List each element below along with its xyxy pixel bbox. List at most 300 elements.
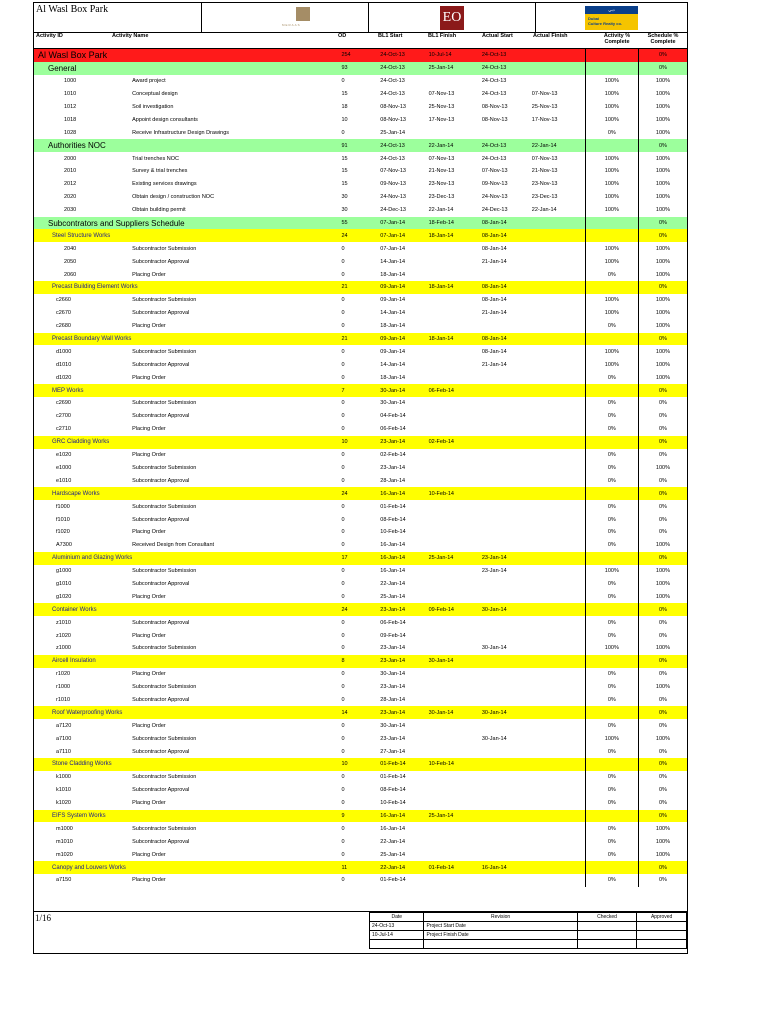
actual-start-cell — [480, 371, 530, 384]
activity-pct-cell — [585, 810, 638, 823]
activity-pct-cell — [585, 552, 638, 565]
activity-name-cell: Placing Order — [132, 851, 166, 858]
schedule-pct-cell: 0% — [638, 526, 687, 539]
activity-pct-cell: 100% — [585, 204, 638, 217]
bl1-start-cell: 30-Jan-14 — [378, 384, 426, 397]
actual-finish-cell — [530, 552, 585, 565]
page-number: 1/16 — [35, 913, 52, 923]
original-duration-cell: 0 — [341, 632, 345, 639]
activity-pct-cell — [585, 217, 638, 230]
actual-start-cell — [480, 487, 530, 500]
schedule-pct-cell: 100% — [638, 578, 687, 591]
bl1-finish-cell: 17-Nov-13 — [428, 116, 455, 123]
actual-finish-cell — [530, 706, 585, 719]
activity-row — [34, 681, 687, 694]
bl1-finish-cell: 22-Jan-14 — [428, 207, 454, 214]
bl1-finish-cell — [427, 358, 480, 371]
actual-finish-cell — [530, 217, 585, 230]
original-duration-cell: 0 — [341, 452, 345, 459]
footer-revision-header: Revision — [424, 913, 577, 922]
activity-pct-cell: 0% — [585, 668, 638, 681]
bl1-start-cell: 16-Jan-14 — [378, 810, 426, 823]
actual-finish-cell — [530, 371, 585, 384]
actual-finish-cell: 17-Nov-13 — [531, 116, 558, 123]
bl1-finish-cell — [427, 848, 480, 861]
actual-start-cell: 24-Oct-13 — [480, 62, 530, 75]
bl1-finish-cell — [427, 732, 480, 745]
activity-name-cell: Subcontractor Submission — [132, 645, 197, 652]
activity-id-cell: d1010 — [56, 361, 72, 368]
bl1-start-cell: 16-Jan-14 — [380, 542, 406, 549]
bl1-start-cell: 24-Dec-13 — [380, 207, 406, 214]
col-schedule-pct: Schedule % Complete — [647, 33, 679, 45]
activity-id-cell: 2060 — [64, 271, 77, 278]
activity-id-cell: r1010 — [56, 696, 71, 703]
schedule-pct-cell: 0% — [638, 552, 687, 565]
work-package-row — [34, 229, 687, 242]
footer-approved — [637, 931, 687, 940]
actual-finish-cell — [530, 719, 585, 732]
activity-pct-cell: 0% — [585, 719, 638, 732]
group-name-cell: Al Wasl Box Park — [34, 49, 339, 62]
actual-start-cell: 23-Jan-14 — [480, 552, 530, 565]
activity-pct-cell: 100% — [585, 565, 638, 578]
bl1-finish-cell: 25-Jan-14 — [427, 810, 480, 823]
actual-start-cell: 08-Nov-13 — [481, 116, 508, 123]
actual-finish-cell — [530, 229, 585, 242]
actual-finish-cell: 23-Dec-13 — [531, 194, 558, 201]
bl1-start-cell: 24-Oct-13 — [380, 78, 405, 85]
bl1-start-cell: 25-Jan-14 — [380, 129, 406, 136]
activity-name-cell: Subcontractor Approval — [132, 361, 190, 368]
bl1-start-cell: 23-Jan-14 — [380, 464, 406, 471]
project-row — [34, 49, 687, 62]
activity-id-cell: g1000 — [56, 568, 72, 575]
activity-pct-cell: 0% — [585, 745, 638, 758]
actual-finish-cell — [530, 333, 585, 346]
activity-pct-cell — [585, 487, 638, 500]
activity-pct-cell: 0% — [585, 681, 638, 694]
activity-pct-cell — [585, 49, 638, 62]
activity-name-cell: Subcontractor Submission — [132, 825, 197, 832]
col-bl1-start: BL1 Start — [378, 33, 403, 39]
activity-pct-cell: 100% — [585, 642, 638, 655]
bl1-start-cell: 25-Jan-14 — [380, 851, 406, 858]
col-actual-start: Actual Start — [482, 33, 513, 39]
schedule-pct-cell: 0% — [638, 229, 687, 242]
col-actual-finish: Actual Finish — [533, 33, 568, 39]
schedule-pct-cell: 100% — [638, 204, 687, 217]
bl1-finish-cell: 01-Feb-14 — [427, 861, 480, 874]
bl1-finish-cell: 10-Feb-14 — [427, 758, 480, 771]
bl1-start-cell: 10-Feb-14 — [380, 529, 406, 536]
meraas-logo-text: MERAAS — [282, 23, 301, 27]
activity-pct-cell: 100% — [585, 165, 638, 178]
actual-finish-cell — [530, 474, 585, 487]
activity-pct-cell: 100% — [585, 732, 638, 745]
actual-finish-cell — [530, 590, 585, 603]
actual-start-cell: 30-Jan-14 — [481, 645, 507, 652]
activity-name-cell: Subcontractor Submission — [132, 464, 197, 471]
actual-start-cell — [480, 590, 530, 603]
activity-id-cell: f1020 — [56, 529, 70, 536]
actual-start-cell — [480, 745, 530, 758]
actual-start-cell — [480, 500, 530, 513]
group-name-cell: GRC Cladding Works — [34, 436, 339, 449]
actual-finish-cell — [530, 49, 585, 62]
schedule-pct-cell: 0% — [638, 139, 687, 152]
work-package-row — [34, 706, 687, 719]
activity-id-cell: 1010 — [64, 91, 77, 98]
bl1-start-cell: 24-Oct-13 — [378, 49, 426, 62]
bl1-start-cell: 24-Oct-13 — [380, 155, 405, 162]
bl1-start-cell: 06-Feb-14 — [380, 619, 406, 626]
schedule-pct-cell: 0% — [638, 474, 687, 487]
original-duration-cell: 0 — [341, 245, 345, 252]
actual-start-cell — [480, 694, 530, 707]
bl1-start-cell: 01-Feb-14 — [380, 877, 406, 884]
bl1-start-cell: 16-Jan-14 — [380, 825, 406, 832]
column-headers — [34, 32, 687, 49]
actual-start-cell: 24-Oct-13 — [480, 139, 530, 152]
actual-start-cell — [480, 835, 530, 848]
activity-pct-cell — [585, 706, 638, 719]
schedule-pct-cell: 0% — [638, 603, 687, 616]
bl1-finish-cell — [427, 745, 480, 758]
actual-start-cell: 21-Jan-14 — [481, 310, 507, 317]
actual-finish-cell: 23-Nov-13 — [531, 181, 558, 188]
actual-finish-cell — [530, 462, 585, 475]
original-duration-cell: 0 — [341, 825, 345, 832]
original-duration-cell: 0 — [341, 619, 345, 626]
group-row — [34, 139, 687, 152]
bl1-finish-cell — [427, 797, 480, 810]
activity-row — [34, 822, 687, 835]
bl1-finish-cell — [427, 449, 480, 462]
bl1-finish-cell — [427, 75, 480, 88]
original-duration-cell: 10 — [339, 436, 378, 449]
activity-pct-cell: 100% — [585, 75, 638, 88]
actual-start-cell: 24-Oct-13 — [481, 78, 507, 85]
activity-row — [34, 668, 687, 681]
bl1-start-cell: 09-Nov-13 — [380, 181, 406, 188]
work-package-row — [34, 861, 687, 874]
actual-finish-cell — [530, 681, 585, 694]
footer-checked — [577, 940, 637, 949]
activity-row — [34, 449, 687, 462]
group-name-cell: Container Works — [34, 603, 339, 616]
group-name-cell: Authorities NOC — [34, 139, 339, 152]
schedule-pct-cell: 100% — [638, 294, 687, 307]
actual-finish-cell — [530, 603, 585, 616]
bl1-finish-cell: 30-Jan-14 — [427, 655, 480, 668]
activity-name-cell: Receive Infrastructure Design Drawings — [132, 129, 230, 136]
eo-logo-cell — [369, 3, 536, 32]
original-duration-cell: 0 — [341, 542, 345, 549]
activity-row — [34, 848, 687, 861]
activity-row — [34, 719, 687, 732]
activity-pct-cell: 0% — [585, 268, 638, 281]
actual-finish-cell: 21-Nov-13 — [531, 168, 558, 175]
actual-finish-cell — [530, 397, 585, 410]
group-row — [34, 62, 687, 75]
report-title: Al Wasl Box Park — [34, 3, 202, 32]
actual-finish-cell: 25-Nov-13 — [531, 104, 558, 110]
bl1-start-cell: 23-Jan-14 — [378, 436, 426, 449]
activity-row — [34, 500, 687, 513]
actual-start-cell: 08-Jan-14 — [481, 348, 507, 355]
actual-finish-cell — [530, 294, 585, 307]
bl1-finish-cell — [427, 242, 480, 255]
schedule-pct-cell: 100% — [638, 590, 687, 603]
activity-name-cell: Subcontractor Approval — [132, 838, 190, 845]
original-duration-cell: 91 — [339, 139, 378, 152]
actual-finish-cell — [530, 281, 585, 294]
revision-table — [369, 912, 687, 949]
actual-start-cell — [480, 423, 530, 436]
actual-start-cell — [480, 784, 530, 797]
activity-id-cell: g1010 — [56, 580, 72, 587]
footer-checked — [577, 922, 637, 931]
schedule-pct-cell: 0% — [638, 513, 687, 526]
bl1-finish-cell — [427, 874, 480, 887]
group-name-cell: Stone Cladding Works — [34, 758, 339, 771]
bl1-start-cell: 01-Feb-14 — [380, 774, 406, 781]
activity-pct-cell — [585, 861, 638, 874]
activity-row — [34, 629, 687, 642]
activity-name-cell: Trial trenches NOC — [132, 155, 179, 162]
activity-name-cell: Existing services drawings — [132, 181, 197, 188]
footer-checked-header: Checked — [577, 913, 637, 922]
bl1-start-cell: 16-Jan-14 — [378, 487, 426, 500]
footer-approved-header: Approved — [637, 913, 687, 922]
activity-id-cell: m1000 — [56, 825, 73, 832]
schedule-pct-cell: 0% — [638, 397, 687, 410]
activity-row — [34, 165, 687, 178]
activity-row — [34, 101, 687, 114]
original-duration-cell: 0 — [341, 271, 345, 278]
col-bl1-finish: BL1 Finish — [428, 33, 457, 39]
footer-date: 10-Jul-14 — [370, 931, 424, 940]
schedule-pct-cell: 100% — [638, 732, 687, 745]
activity-pct-cell: 100% — [585, 191, 638, 204]
original-duration-cell: 0 — [341, 529, 345, 536]
actual-start-cell — [480, 616, 530, 629]
bl1-finish-cell — [427, 578, 480, 591]
actual-start-cell — [480, 526, 530, 539]
activity-name-cell: Appoint design consultants — [132, 116, 198, 123]
schedule-sheet — [33, 2, 688, 954]
activity-id-cell: 2030 — [64, 207, 77, 214]
activity-row — [34, 191, 687, 204]
activity-id-cell: d1020 — [56, 374, 72, 381]
activity-table — [34, 49, 687, 887]
original-duration-cell: 24 — [339, 229, 378, 242]
schedule-pct-cell: 0% — [638, 694, 687, 707]
activity-pct-cell: 100% — [585, 101, 638, 114]
activity-name-cell: Placing Order — [132, 529, 166, 536]
actual-finish-cell — [530, 513, 585, 526]
footer-checked — [577, 931, 637, 940]
schedule-pct-cell: 100% — [638, 255, 687, 268]
activity-id-cell: 2020 — [64, 194, 77, 201]
activity-row — [34, 732, 687, 745]
schedule-pct-cell: 0% — [638, 861, 687, 874]
bl1-finish-cell — [427, 822, 480, 835]
activity-row — [34, 694, 687, 707]
schedule-pct-cell: 100% — [638, 152, 687, 165]
actual-start-cell: 08-Jan-14 — [481, 245, 507, 252]
actual-finish-cell — [530, 436, 585, 449]
activity-name-cell: Obtain building permit — [132, 207, 186, 214]
bl1-finish-cell: 02-Feb-14 — [427, 436, 480, 449]
schedule-pct-cell: 100% — [638, 371, 687, 384]
original-duration-cell: 8 — [339, 655, 378, 668]
activity-id-cell: f1000 — [56, 503, 70, 510]
actual-start-cell — [480, 771, 530, 784]
group-name-cell: Aluminium and Glazing Works — [34, 552, 339, 565]
activity-pct-cell: 0% — [585, 320, 638, 333]
activity-pct-cell: 100% — [585, 358, 638, 371]
activity-name-cell: Soil investigation — [132, 104, 174, 110]
schedule-pct-cell: 100% — [638, 835, 687, 848]
activity-name-cell: Conceptual design — [132, 91, 178, 98]
bl1-finish-cell: 06-Feb-14 — [427, 384, 480, 397]
activity-pct-cell: 0% — [585, 694, 638, 707]
bl1-start-cell: 09-Jan-14 — [378, 333, 426, 346]
activity-name-cell: Placing Order — [132, 877, 166, 884]
actual-finish-cell — [530, 526, 585, 539]
bl1-finish-cell — [427, 307, 480, 320]
bl1-start-cell: 18-Jan-14 — [380, 323, 406, 330]
footer-approved — [637, 940, 687, 949]
original-duration-cell: 11 — [339, 861, 378, 874]
activity-pct-cell: 100% — [585, 113, 638, 126]
footer-approved — [637, 922, 687, 931]
activity-row — [34, 358, 687, 371]
actual-finish-cell — [530, 320, 585, 333]
activity-name-cell: Subcontractor Approval — [132, 477, 190, 484]
original-duration-cell: 0 — [341, 297, 345, 304]
schedule-pct-cell: 0% — [638, 706, 687, 719]
activity-name-cell: Subcontractor Approval — [132, 258, 190, 265]
original-duration-cell: 15 — [341, 168, 348, 175]
actual-finish-cell — [530, 126, 585, 139]
bl1-finish-cell: 23-Nov-13 — [428, 181, 455, 188]
actual-start-cell: 07-Nov-13 — [481, 168, 508, 175]
actual-start-cell — [480, 758, 530, 771]
activity-pct-cell — [585, 603, 638, 616]
actual-start-cell — [480, 681, 530, 694]
activity-id-cell: a7150 — [56, 877, 72, 884]
activity-pct-cell: 0% — [585, 526, 638, 539]
activity-id-cell: r1000 — [56, 684, 71, 691]
group-name-cell: Aircell Insulation — [34, 655, 339, 668]
actual-start-cell: 24-Oct-13 — [481, 155, 507, 162]
actual-start-cell — [480, 822, 530, 835]
original-duration-cell: 0 — [341, 800, 345, 807]
bl1-start-cell: 14-Jan-14 — [380, 310, 406, 317]
schedule-pct-cell: 100% — [638, 178, 687, 191]
actual-finish-cell — [530, 642, 585, 655]
original-duration-cell: 18 — [341, 104, 348, 110]
actual-finish-cell — [530, 745, 585, 758]
revision-footer — [34, 911, 687, 955]
actual-start-cell: 21-Jan-14 — [481, 258, 507, 265]
schedule-pct-cell: 100% — [638, 565, 687, 578]
actual-start-cell — [480, 513, 530, 526]
original-duration-cell: 9 — [339, 810, 378, 823]
activity-id-cell: c2660 — [56, 297, 71, 304]
activity-pct-cell — [585, 139, 638, 152]
bl1-finish-cell: 22-Jan-14 — [427, 139, 480, 152]
activity-pct-cell: 100% — [585, 242, 638, 255]
schedule-pct-cell: 100% — [638, 681, 687, 694]
group-row — [34, 217, 687, 230]
report-header — [34, 3, 687, 33]
actual-finish-cell — [530, 487, 585, 500]
activity-row — [34, 474, 687, 487]
actual-start-cell — [480, 126, 530, 139]
activity-row — [34, 771, 687, 784]
actual-finish-cell: 22-Jan-14 — [531, 207, 557, 214]
schedule-pct-cell: 0% — [638, 810, 687, 823]
activity-pct-cell: 0% — [585, 410, 638, 423]
activity-pct-cell: 100% — [585, 307, 638, 320]
bl1-finish-cell — [427, 616, 480, 629]
bl1-finish-cell — [427, 771, 480, 784]
actual-finish-cell — [530, 449, 585, 462]
activity-id-cell: r1020 — [56, 671, 71, 678]
activity-pct-cell: 0% — [585, 874, 638, 887]
activity-pct-cell — [585, 758, 638, 771]
activity-id-cell: 2012 — [64, 181, 77, 188]
schedule-pct-cell: 100% — [638, 848, 687, 861]
schedule-pct-cell: 0% — [638, 784, 687, 797]
bl1-finish-cell — [427, 423, 480, 436]
bl1-finish-cell: 25-Jan-14 — [427, 62, 480, 75]
activity-pct-cell: 0% — [585, 629, 638, 642]
bl1-start-cell: 18-Jan-14 — [380, 374, 406, 381]
bl1-start-cell: 08-Feb-14 — [380, 787, 406, 794]
activity-pct-cell: 0% — [585, 616, 638, 629]
work-package-row — [34, 487, 687, 500]
schedule-pct-cell: 0% — [638, 436, 687, 449]
bl1-start-cell: 30-Jan-14 — [380, 400, 406, 407]
actual-finish-cell — [530, 616, 585, 629]
activity-name-cell: Subcontractor Approval — [132, 413, 190, 420]
original-duration-cell: 21 — [339, 333, 378, 346]
actual-finish-cell — [530, 423, 585, 436]
schedule-pct-cell: 0% — [638, 668, 687, 681]
actual-start-cell — [480, 474, 530, 487]
activity-row — [34, 874, 687, 887]
activity-name-cell: Subcontractor Submission — [132, 348, 197, 355]
activity-name-cell: Survey & trial trenches — [132, 168, 188, 175]
activity-id-cell: 2000 — [64, 155, 77, 162]
bl1-finish-cell — [427, 294, 480, 307]
activity-pct-cell: 0% — [585, 835, 638, 848]
bl1-finish-cell: 10-Jul-14 — [427, 49, 480, 62]
original-duration-cell: 254 — [339, 49, 378, 62]
schedule-pct-cell: 100% — [638, 242, 687, 255]
footer-revision — [424, 940, 577, 949]
actual-finish-cell: 22-Jan-14 — [530, 139, 585, 152]
activity-id-cell: z1010 — [56, 619, 71, 626]
original-duration-cell: 24 — [339, 603, 378, 616]
schedule-pct-cell: 100% — [638, 165, 687, 178]
activity-id-cell: 1028 — [64, 129, 77, 136]
